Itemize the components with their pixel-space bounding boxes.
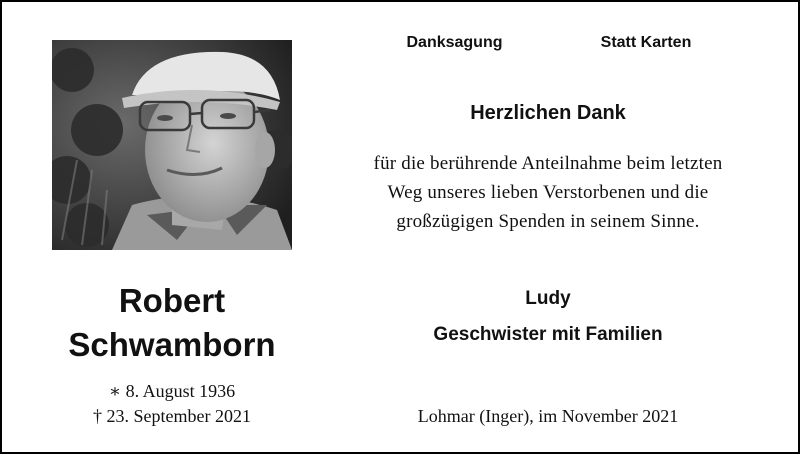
deceased-first-name: Robert <box>118 282 226 319</box>
header-statt-karten: Statt Karten <box>600 34 692 51</box>
mourner-name: Ludy <box>525 288 571 309</box>
thanks-title: Herzlichen Dank <box>470 102 626 124</box>
thanks-line-2: Weg unseres lieben Verstorbenen und die <box>387 182 709 203</box>
place-and-date: Lohmar (Inger), im November 2021 <box>417 406 679 426</box>
thanks-line-1: für die berührende Anteilnahme beim letzten <box>373 153 723 174</box>
thanks-text <box>332 149 764 236</box>
portrait-photo <box>52 40 292 250</box>
mourner-family: Geschwister mit Familien <box>433 324 663 345</box>
birth-date: ∗ 8. August 1936 <box>108 381 236 401</box>
thanks-line-3: großzügigen Spenden in seinem Sinne. <box>396 211 700 232</box>
deceased-last-name: Schwamborn <box>68 326 276 363</box>
header-danksagung: Danksagung <box>406 34 503 51</box>
death-date: † 23. September 2021 <box>93 406 251 426</box>
